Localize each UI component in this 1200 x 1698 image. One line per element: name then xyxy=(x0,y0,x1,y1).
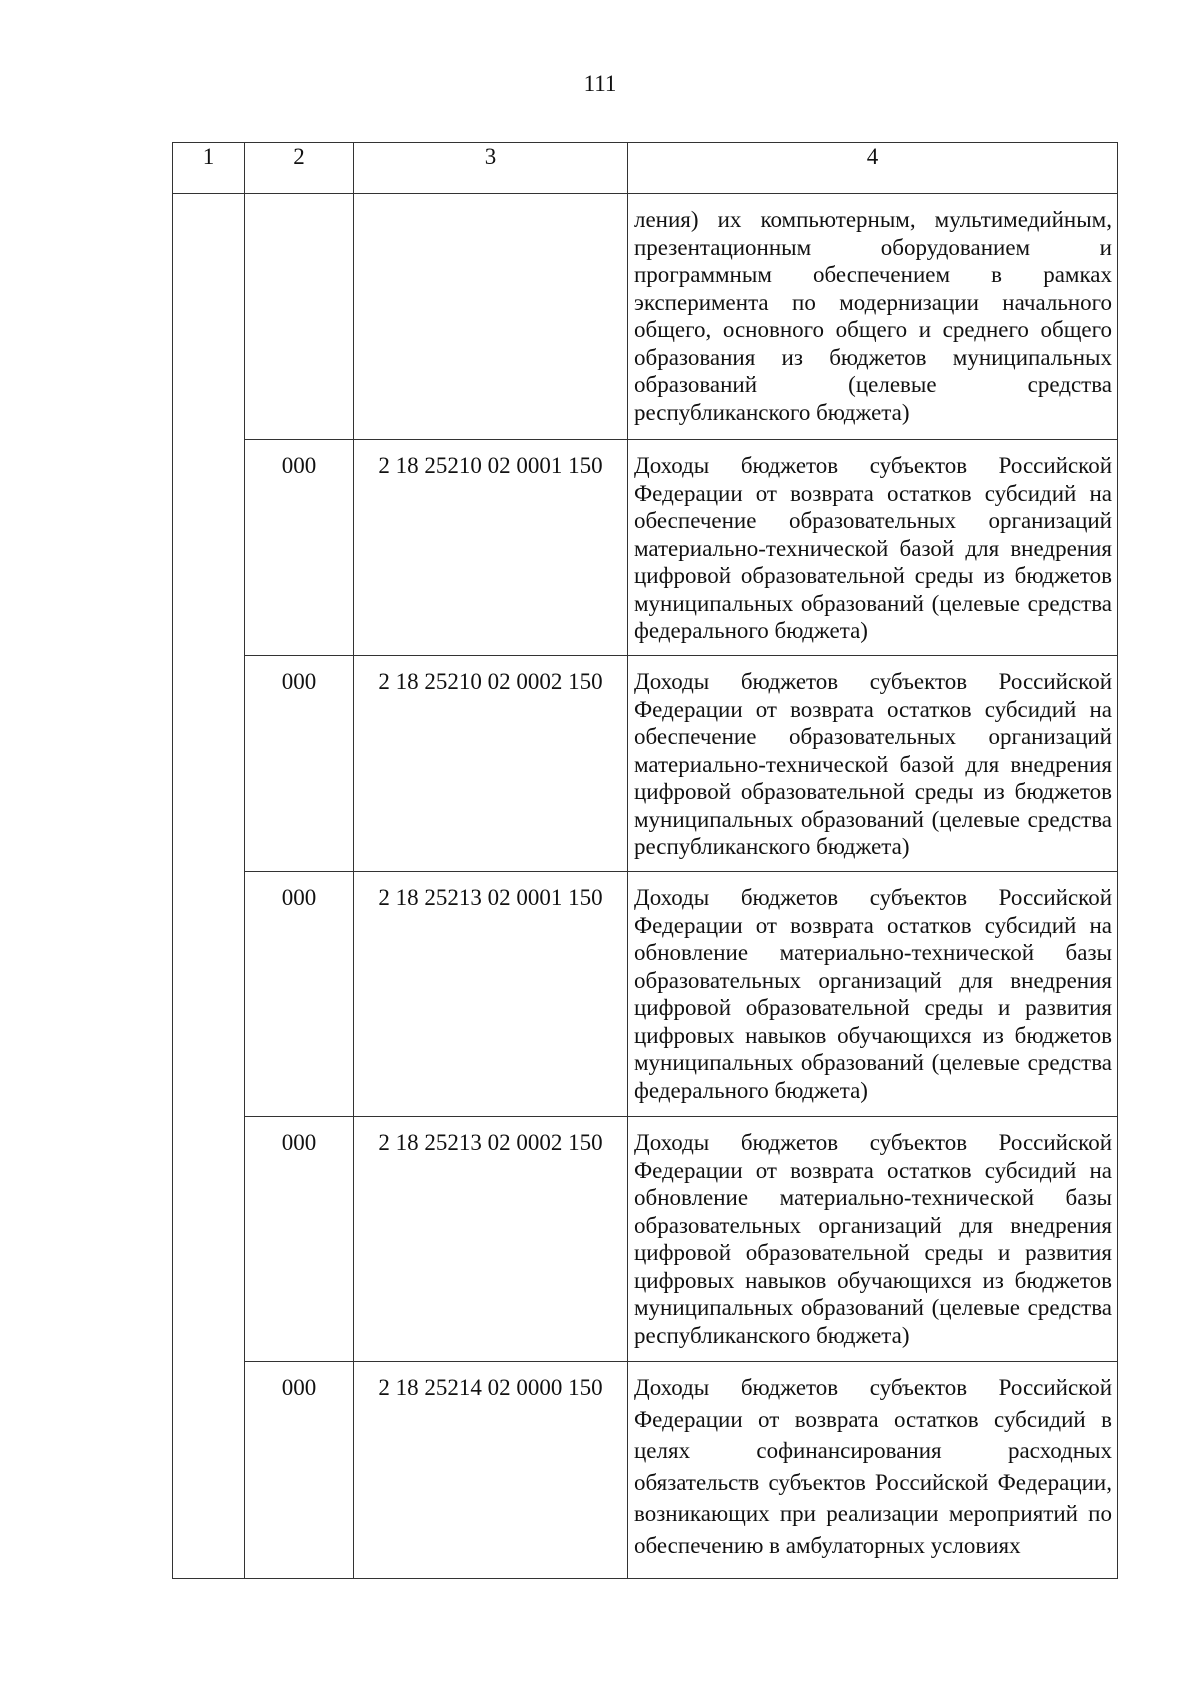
description-cell: Доходы бюджетов субъектов Российской Федерации от возврата остатков субсидий на обеспечение образовательных организаций материально-технической базой для внедрения цифровой образовательной среды из бюджетов муниципальных образований (целевые средства федерального бюджета) xyxy=(628,440,1118,656)
column-1-merged-cell xyxy=(173,194,245,1579)
description-cell: Доходы бюджетов субъектов Российской Федерации от возврата остатков субсидий на обеспечение образовательных организаций материально-технической базой для внедрения цифровой образовательной среды из бюджетов муниципальных образований (целевые средства республиканского бюджета) xyxy=(628,656,1118,872)
column-header-3: 3 xyxy=(354,143,628,194)
table-row xyxy=(173,1362,1118,1579)
budget-codes-table xyxy=(172,142,1118,1579)
admin-code-cell: 000 xyxy=(245,872,354,1117)
page-number: 111 xyxy=(583,71,617,96)
table-row xyxy=(173,872,1118,1117)
admin-code-cell: 000 xyxy=(245,1117,354,1362)
description-cell: Доходы бюджетов субъектов Российской Федерации от возврата остатков субсидий в целях софинансирования расходных обязательств субъектов Российской Федерации, возникающих при реализации мероприятий по обеспечению в амбулаторных условиях xyxy=(628,1362,1118,1579)
table-header-row xyxy=(173,143,1118,194)
column-header-4: 4 xyxy=(628,143,1118,194)
budget-code-cell: 2 18 25213 02 0001 150 xyxy=(354,872,628,1117)
budget-code-cell: 2 18 25210 02 0001 150 xyxy=(354,440,628,656)
budget-code-cell xyxy=(354,194,628,440)
table-row xyxy=(173,656,1118,872)
description-cell: Доходы бюджетов субъектов Российской Федерации от возврата остатков субсидий на обновление материально-технической базы образовательных организаций для внедрения цифровой образовательной среды и развития цифровых навыков обучающихся из бюджетов муниципальных образований (целевые средства федерального бюджета) xyxy=(628,872,1118,1117)
budget-code-cell: 2 18 25213 02 0002 150 xyxy=(354,1117,628,1362)
admin-code-cell: 000 xyxy=(245,656,354,872)
description-cell: Доходы бюджетов субъектов Российской Федерации от возврата остатков субсидий на обновление материально-технической базы образовательных организаций для внедрения цифровой образовательной среды и развития цифровых навыков обучающихся из бюджетов муниципальных образований (целевые средства республиканского бюджета) xyxy=(628,1117,1118,1362)
table-row xyxy=(173,1117,1118,1362)
table-row xyxy=(173,194,1118,440)
admin-code-cell xyxy=(245,194,354,440)
admin-code-cell: 000 xyxy=(245,1362,354,1579)
budget-code-cell: 2 18 25210 02 0002 150 xyxy=(354,656,628,872)
table-row xyxy=(173,440,1118,656)
column-header-1: 1 xyxy=(173,143,245,194)
description-cell: ления) их компьютерным, мультимедийным, презентационным оборудованием и программным обеспечением в рамках эксперимента по модернизации начального общего, основного общего и среднего общего образования из бюджетов муниципальных образований (целевые средства республиканского бюджета) xyxy=(628,194,1118,440)
column-header-2: 2 xyxy=(245,143,354,194)
admin-code-cell: 000 xyxy=(245,440,354,656)
budget-code-cell: 2 18 25214 02 0000 150 xyxy=(354,1362,628,1579)
